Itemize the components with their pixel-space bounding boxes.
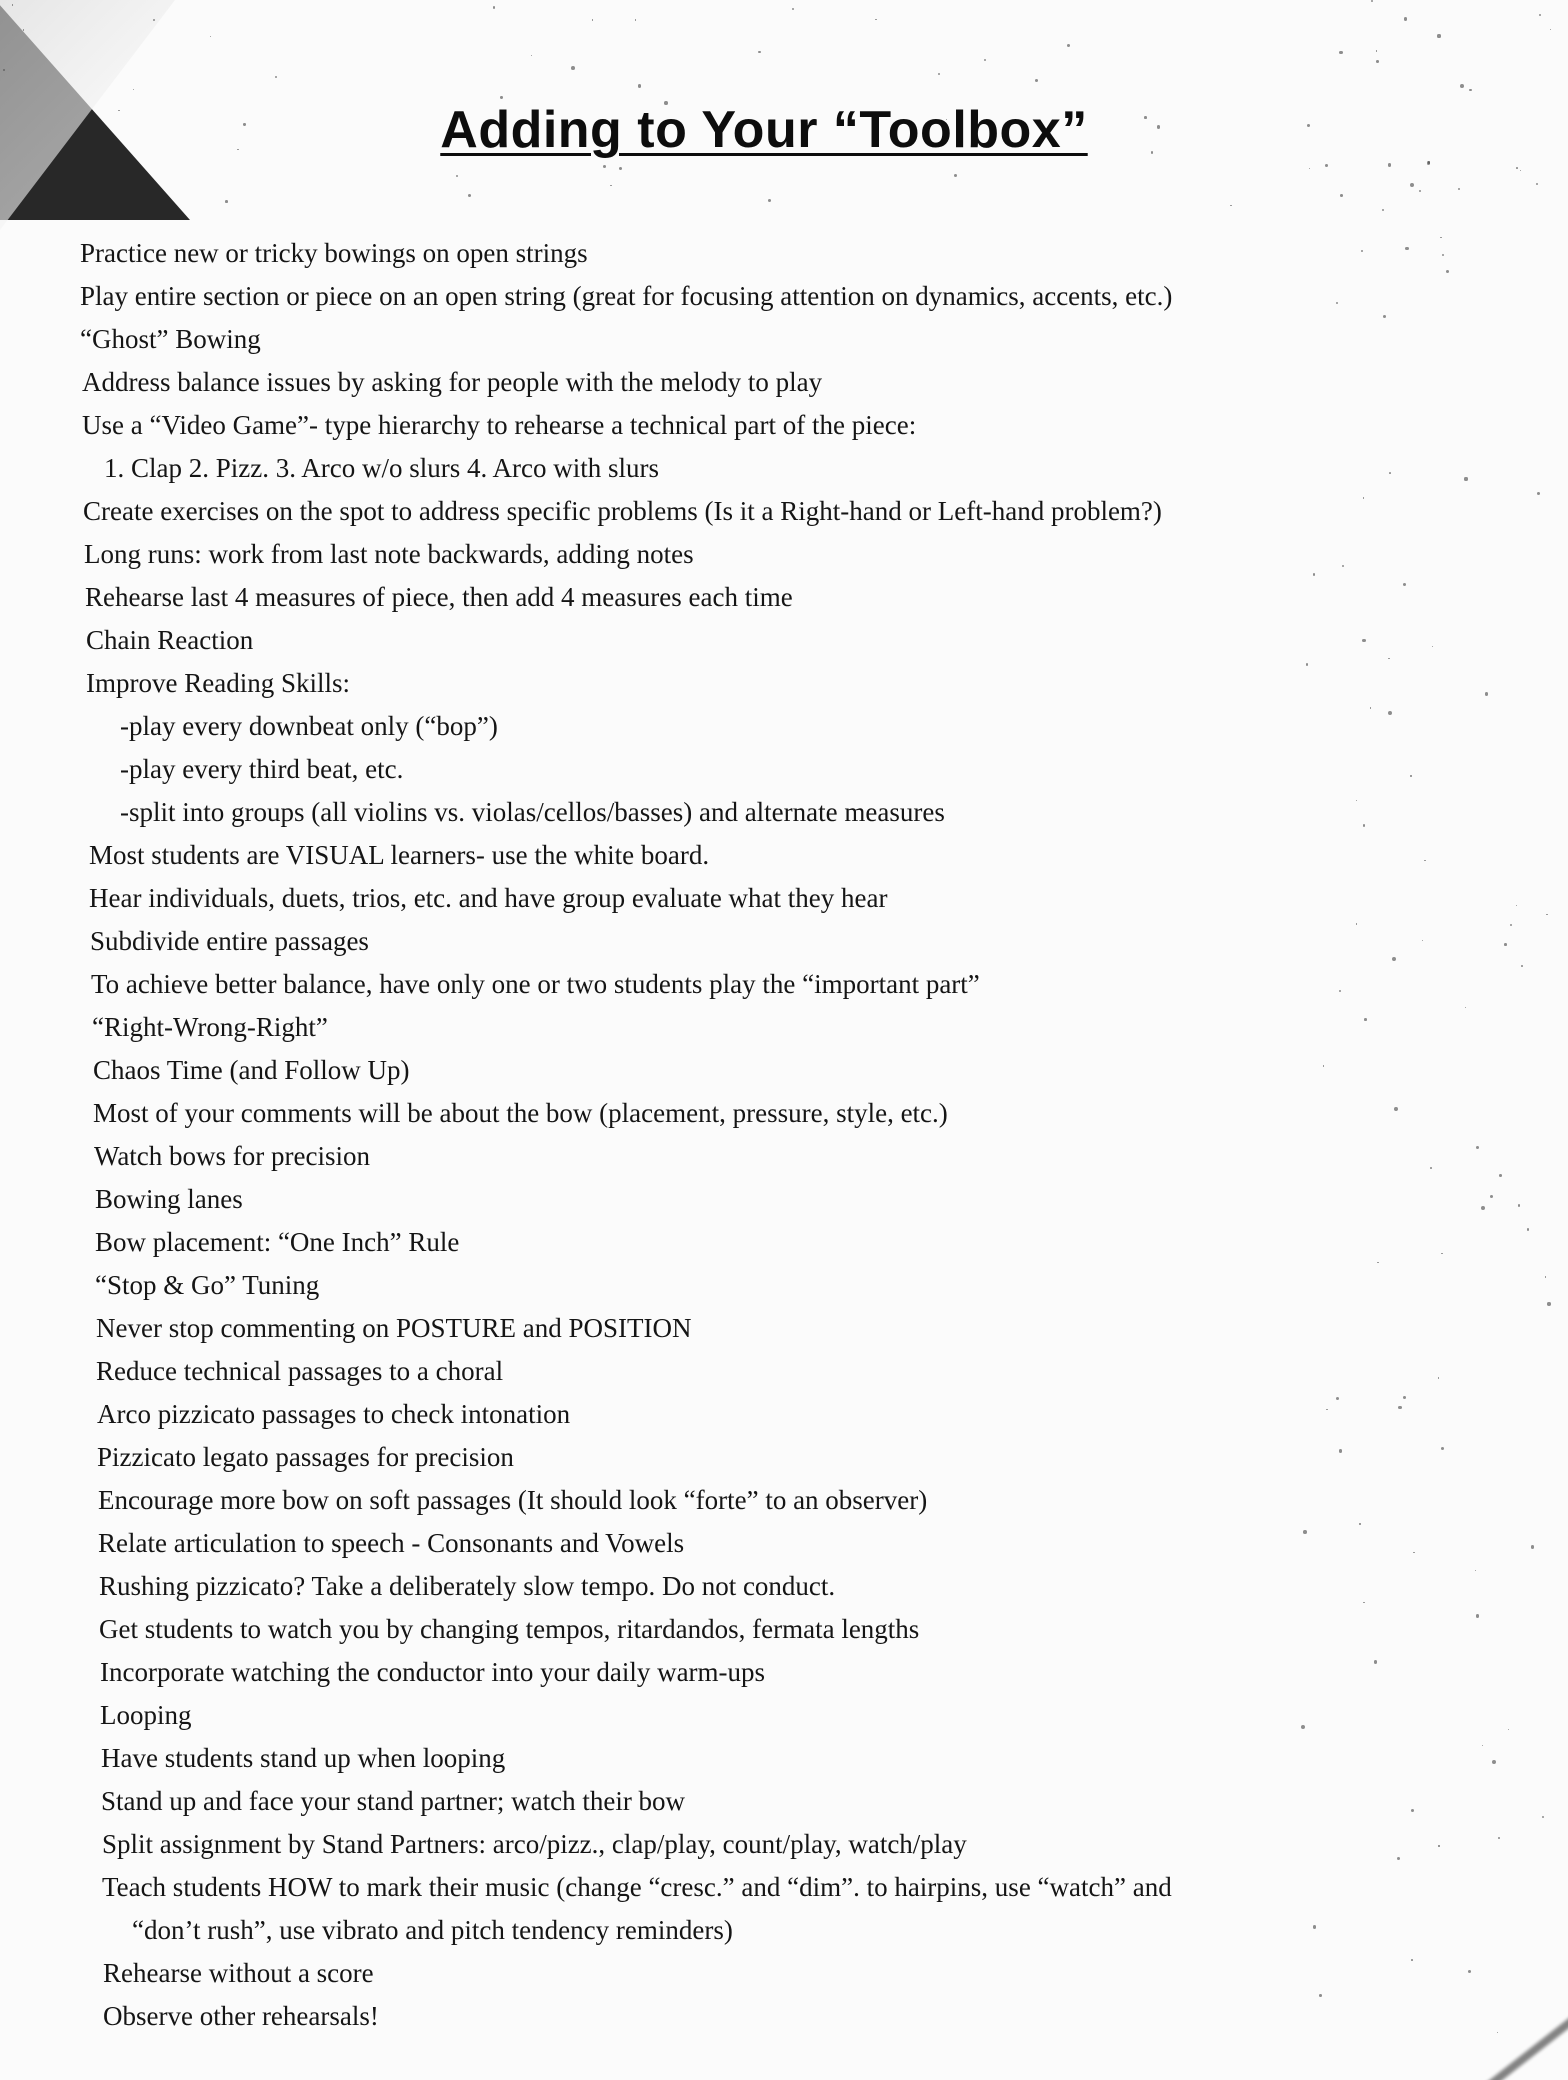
- list-item: 1. Clap 2. Pizz. 3. Arco w/o slurs 4. Arco with slurs: [104, 453, 659, 483]
- list-item: Address balance issues by asking for people with the melody to play: [82, 367, 823, 397]
- scan-speckle: [638, 84, 641, 87]
- scan-speckle: [531, 55, 533, 57]
- scan-speckle: [1389, 472, 1391, 474]
- scan-speckle: [758, 51, 761, 54]
- list-item: Looping: [100, 1700, 192, 1730]
- list-item: Play entire section or piece on an open string (great for focusing attention on dynamics, accents, etc.): [80, 281, 1173, 311]
- scan-speckle: [1376, 50, 1378, 52]
- scan-speckle: [1410, 183, 1414, 187]
- list-item: Hear individuals, duets, trios, etc. and have group evaluate what they hear: [89, 883, 888, 913]
- list-item: To achieve better balance, have only one or two students play the “important part”: [91, 969, 980, 999]
- scan-speckle: [1035, 79, 1038, 82]
- scan-speckle: [1520, 170, 1521, 171]
- list-item: Pizzicato legato passages for precision: [97, 1442, 514, 1472]
- scan-speckle: [468, 194, 471, 197]
- scan-speckle: [1404, 17, 1407, 20]
- scan-speckle: [1430, 1167, 1432, 1169]
- scan-speckle: [1403, 1396, 1406, 1399]
- scan-speckle: [635, 19, 637, 21]
- scan-speckle: [1476, 1614, 1480, 1618]
- scan-speckle: [1518, 1204, 1520, 1206]
- list-item: Rehearse without a score: [103, 1958, 374, 1988]
- scan-speckle: [1382, 209, 1384, 211]
- scan-speckle: [592, 19, 593, 20]
- scan-speckle: [1394, 1107, 1398, 1111]
- list-item: Create exercises on the spot to address specific problems (Is it a Right-hand or Left-hand problem?): [83, 496, 1162, 526]
- scan-speckle: [1438, 1845, 1439, 1846]
- scan-speckle: [1428, 161, 1431, 164]
- list-item: Encourage more bow on soft passages (It should look “forte” to an observer): [98, 1485, 928, 1515]
- scan-speckle: [456, 175, 458, 177]
- scan-speckle: [1411, 1809, 1414, 1812]
- scan-speckle: [792, 8, 794, 10]
- scan-speckle: [1546, 914, 1548, 916]
- scan-speckle: [1499, 1174, 1502, 1177]
- list-item: Most of your comments will be about the bow (placement, pressure, style, etc.): [93, 1098, 948, 1128]
- scan-speckle: [1460, 84, 1464, 88]
- scan-speckle: [1376, 60, 1379, 63]
- scan-speckle: [1388, 711, 1392, 715]
- list-item: -play every downbeat only (“bop”): [120, 711, 498, 741]
- scan-speckle: [500, 96, 502, 98]
- list-item: -play every third beat, etc.: [120, 754, 404, 784]
- scan-speckle: [493, 6, 495, 8]
- scan-speckle: [603, 165, 606, 168]
- scan-speckle: [1468, 1970, 1472, 1974]
- scan-speckle: [1521, 965, 1523, 967]
- scan-speckle: [1497, 2032, 1498, 2033]
- scan-speckle: [275, 76, 277, 78]
- list-item: Stand up and face your stand partner; watch their bow: [101, 1786, 686, 1816]
- scan-speckle: [1405, 247, 1409, 251]
- list-item: Rushing pizzicato? Take a deliberately slow tempo. Do not conduct.: [99, 1571, 836, 1601]
- scan-speckle: [1446, 270, 1449, 273]
- scan-speckle: [1482, 1745, 1483, 1746]
- scan-speckle: [1508, 1729, 1509, 1730]
- scan-speckle: [1398, 1406, 1401, 1409]
- toolbox-list: [80, 232, 1380, 2038]
- list-item: Relate articulation to speech - Consonants and Vowels: [98, 1528, 685, 1558]
- page-title: Adding to Your “Toolbox”: [440, 101, 1088, 159]
- scan-speckle: [1475, 1570, 1476, 1571]
- scan-speckle: [1441, 1447, 1444, 1450]
- scan-speckle: [1441, 1253, 1442, 1254]
- scan-speckle: [1340, 194, 1343, 197]
- scan-speckle: [1481, 1206, 1485, 1210]
- list-item: Watch bows for precision: [94, 1141, 370, 1171]
- scan-speckle: [1504, 943, 1507, 946]
- scan-speckle: [938, 73, 940, 75]
- list-item: Split assignment by Stand Partners: arco/pizz., clap/play, count/play, watch/play: [102, 1829, 967, 1859]
- scan-speckle: [875, 19, 876, 20]
- list-item: “Ghost” Bowing: [80, 324, 261, 354]
- scan-speckle: [1403, 583, 1406, 586]
- list-item: -split into groups (all violins vs. violas/cellos/basses) and alternate measures: [120, 797, 945, 827]
- list-item: “Stop & Go” Tuning: [95, 1270, 320, 1300]
- list-item: “Right-Wrong-Right”: [92, 1012, 328, 1042]
- scan-speckle: [1458, 188, 1460, 190]
- list-item: Reduce technical passages to a choral: [96, 1356, 504, 1386]
- scan-speckle: [1325, 164, 1328, 167]
- scan-speckle: [1410, 775, 1411, 776]
- scan-speckle: [1516, 167, 1518, 169]
- scan-speckle: [1542, 1816, 1544, 1818]
- list-item: Bow placement: “One Inch” Rule: [95, 1227, 460, 1257]
- scan-speckle: [1437, 34, 1440, 37]
- list-item: Chaos Time (and Follow Up): [93, 1055, 410, 1085]
- scan-speckle: [619, 167, 622, 170]
- scan-speckle: [1539, 14, 1541, 16]
- scan-speckle: [1432, 646, 1433, 647]
- scan-speckle: [1424, 860, 1426, 862]
- scan-speckle: [1309, 168, 1310, 169]
- scan-speckle: [1464, 477, 1467, 480]
- scan-speckle: [1531, 1545, 1535, 1549]
- list-item: Bowing lanes: [95, 1184, 243, 1214]
- scan-speckle: [1392, 957, 1396, 961]
- list-item: Chain Reaction: [86, 625, 254, 655]
- list-item: Most students are VISUAL learners- use the white board.: [89, 840, 710, 870]
- scan-speckle: [1339, 51, 1342, 54]
- list-item: Practice new or tricky bowings on open strings: [80, 238, 588, 268]
- list-item: Subdivide entire passages: [90, 926, 369, 956]
- scan-speckle: [225, 200, 228, 203]
- scan-speckle: [1547, 1302, 1550, 1305]
- scan-speckle: [1498, 1837, 1500, 1839]
- scan-speckle: [1230, 205, 1232, 207]
- scan-speckle: [1067, 44, 1070, 47]
- scan-speckle: [1485, 692, 1489, 696]
- list-item: Incorporate watching the conductor into your daily warm-ups: [100, 1657, 766, 1687]
- list-item: “don’t rush”, use vibrato and pitch tendency reminders): [132, 1915, 733, 1945]
- scan-speckle: [768, 199, 771, 202]
- list-item: Never stop commenting on POSTURE and POSITION: [96, 1313, 692, 1343]
- scan-speckle: [1527, 1228, 1529, 1230]
- scan-speckle: [571, 66, 575, 70]
- scan-speckle: [1510, 924, 1512, 926]
- scan-speckle: [1383, 315, 1386, 318]
- scan-speckle: [1492, 1760, 1496, 1764]
- scan-speckle: [1397, 1857, 1400, 1860]
- scan-speckle: [1388, 163, 1392, 167]
- scan-speckle: [1442, 254, 1444, 256]
- scan-speckle: [1490, 1195, 1493, 1198]
- scan-speckle: [1422, 940, 1423, 941]
- scan-speckle: [1537, 492, 1540, 495]
- list-item: Get students to watch you by changing tempos, ritardandos, fermata lengths: [99, 1614, 920, 1644]
- list-item: Arco pizzicato passages to check intonation: [97, 1399, 571, 1429]
- list-item: Improve Reading Skills:: [86, 668, 350, 698]
- scan-speckle: [1440, 237, 1442, 239]
- scan-speckle: [1438, 1377, 1440, 1379]
- scan-speckle: [1476, 1146, 1479, 1149]
- list-item: Use a “Video Game”- type hierarchy to rehearse a technical part of the piece:: [82, 410, 917, 440]
- scan-speckle: [1516, 905, 1517, 906]
- scan-speckle: [1413, 1552, 1414, 1553]
- scan-speckle: [1388, 658, 1389, 659]
- scan-speckle: [1371, 0, 1373, 2]
- scan-speckle: [1469, 89, 1472, 92]
- scan-speckle: [954, 174, 957, 177]
- list-item: Teach students HOW to mark their music (change “cresc.” and “dim”. to hairpins, use “watch” and: [102, 1872, 1172, 1902]
- scan-speckle: [1465, 1007, 1466, 1008]
- scan-speckle: [1411, 1959, 1413, 1961]
- list-item: Long runs: work from last note backwards, adding notes: [84, 539, 694, 569]
- scan-speckle: [210, 36, 211, 37]
- scan-speckle: [984, 59, 986, 61]
- list-item: Observe other rehearsals!: [103, 2001, 379, 2031]
- scan-speckle: [1419, 190, 1421, 192]
- scan-speckle: [1545, 1276, 1547, 1278]
- scan-speckle: [1550, 29, 1551, 30]
- list-item: Have students stand up when looping: [101, 1743, 506, 1773]
- scan-speckle: [610, 185, 611, 186]
- scan-speckle: [1536, 183, 1538, 185]
- list-item: Rehearse last 4 measures of piece, then add 4 measures each time: [85, 582, 793, 612]
